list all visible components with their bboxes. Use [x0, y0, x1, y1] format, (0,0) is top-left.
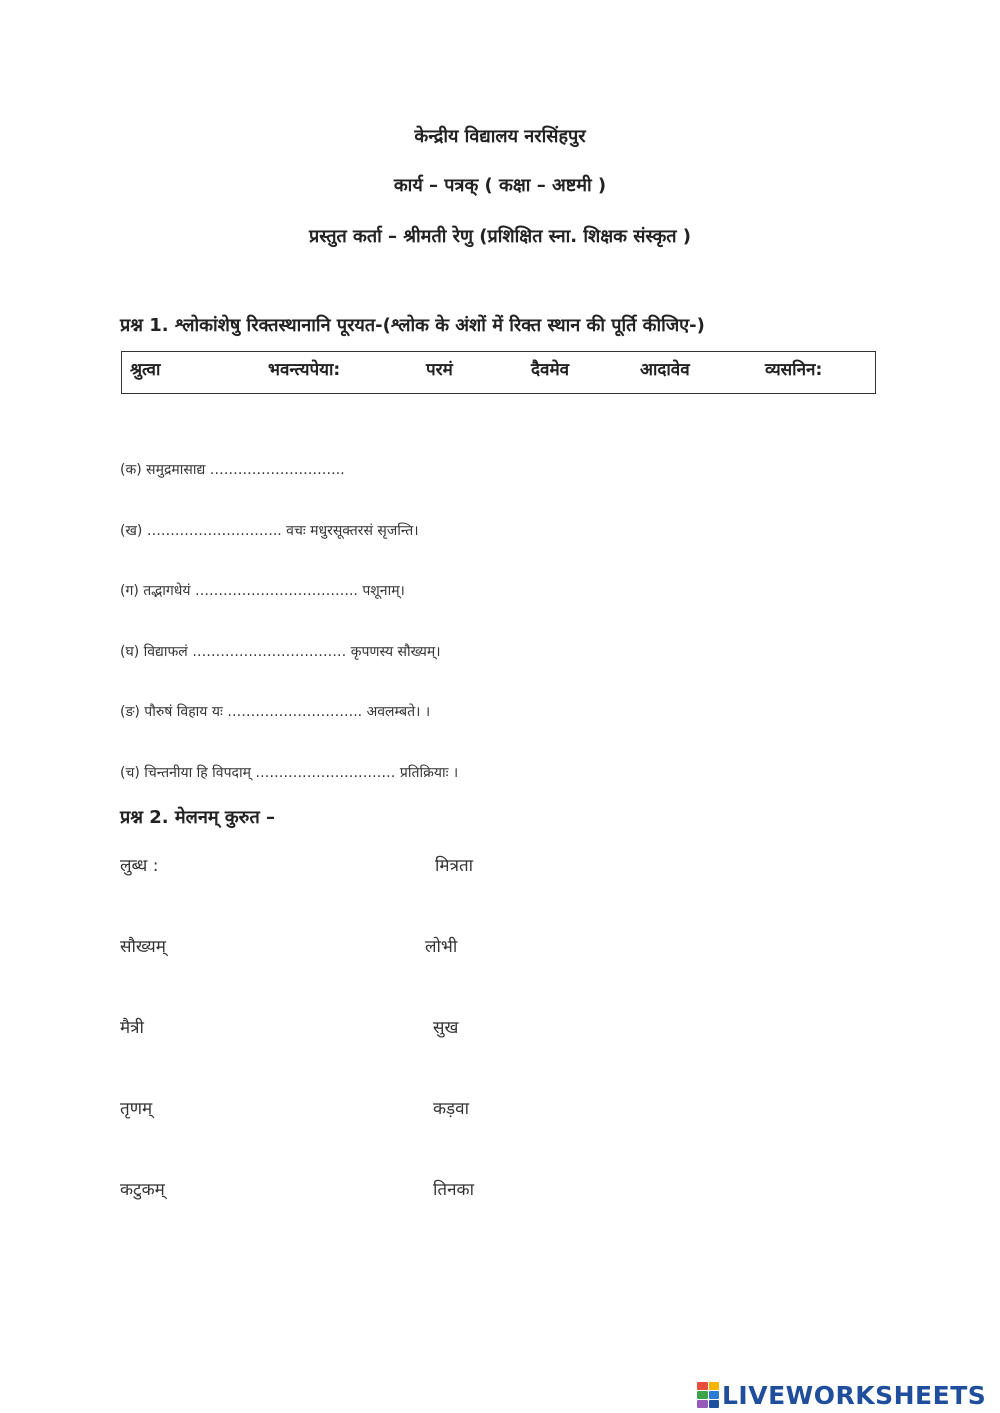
liveworksheets-brand[interactable]	[697, 1378, 986, 1412]
match-left-item: सौख्यम्	[120, 937, 166, 957]
match-left-item: लुब्ध :	[120, 856, 159, 876]
word-bank-box	[121, 351, 876, 394]
match-left-item: तृणम्	[120, 1099, 153, 1119]
fill-blank-item: (घ) विद्याफलं …………………………… कृपणस्य सौख्यम्।	[120, 644, 441, 660]
question1-title: प्रश्न 1. श्लोकांशेषु रिक्तस्थानानि पूरयत-(श्लोक के अंशों में रिक्त स्थान की पूर्ति कीजिए-)	[120, 315, 705, 336]
word-bank-item: भवन्त्यपेया:	[268, 360, 341, 380]
match-right-item: सुख	[433, 1018, 459, 1038]
logo-cell	[709, 1391, 720, 1399]
word-bank-item: परमं	[426, 360, 453, 380]
presenter-line: प्रस्तुत कर्ता – श्रीमती रेणु (प्रशिक्षित स्ना. शिक्षक संस्कृत )	[308, 226, 692, 247]
word-bank-item: व्यसनिन:	[765, 360, 823, 380]
match-left-item: मैत्री	[120, 1018, 144, 1038]
match-right-item: तिनका	[433, 1180, 474, 1200]
logo-cell	[709, 1382, 720, 1390]
fill-blank-item: (ङ) पौरुषं विहाय यः ……………………….. अवलम्बते। ।	[120, 704, 431, 720]
fill-blank-item: (च) चिन्तनीया हि विपदाम् ………………………… प्रतिक्रियाः ।	[120, 765, 459, 781]
school-name: केन्द्रीय विद्यालय नरसिंहपुर	[414, 126, 586, 147]
match-right-item: लोभी	[425, 937, 458, 957]
logo-cell	[709, 1400, 720, 1408]
word-bank-item: श्रुत्वा	[130, 360, 161, 380]
word-bank-item: दैवमेव	[531, 360, 570, 380]
fill-blank-item: (क) समुद्रमासाद्य ………………………..	[120, 462, 345, 478]
match-left-item: कटुकम्	[120, 1180, 165, 1200]
worksheet-title: कार्य – पत्रक् ( कक्षा – अष्टमी )	[393, 175, 607, 196]
fill-blank-item: (ग) तद्भागधेयं …………………………….. पशूनाम्।	[120, 583, 405, 599]
match-right-item: कड़वा	[433, 1099, 470, 1119]
liveworksheets-logo-icon	[697, 1382, 719, 1408]
question2-title: प्रश्न 2. मेलनम् कुरुत –	[120, 807, 275, 828]
fill-blank-item: (ख) ……………………….. वचः मधुरसूक्तरसं सृजन्ति।	[120, 523, 419, 539]
brand-text: LIVEWORKSHEETS	[722, 1380, 987, 1410]
word-bank-item: आदावेव	[640, 360, 690, 380]
match-right-item: मित्रता	[435, 856, 474, 876]
logo-cell	[697, 1391, 708, 1399]
logo-cell	[697, 1382, 708, 1390]
logo-cell	[697, 1400, 708, 1408]
